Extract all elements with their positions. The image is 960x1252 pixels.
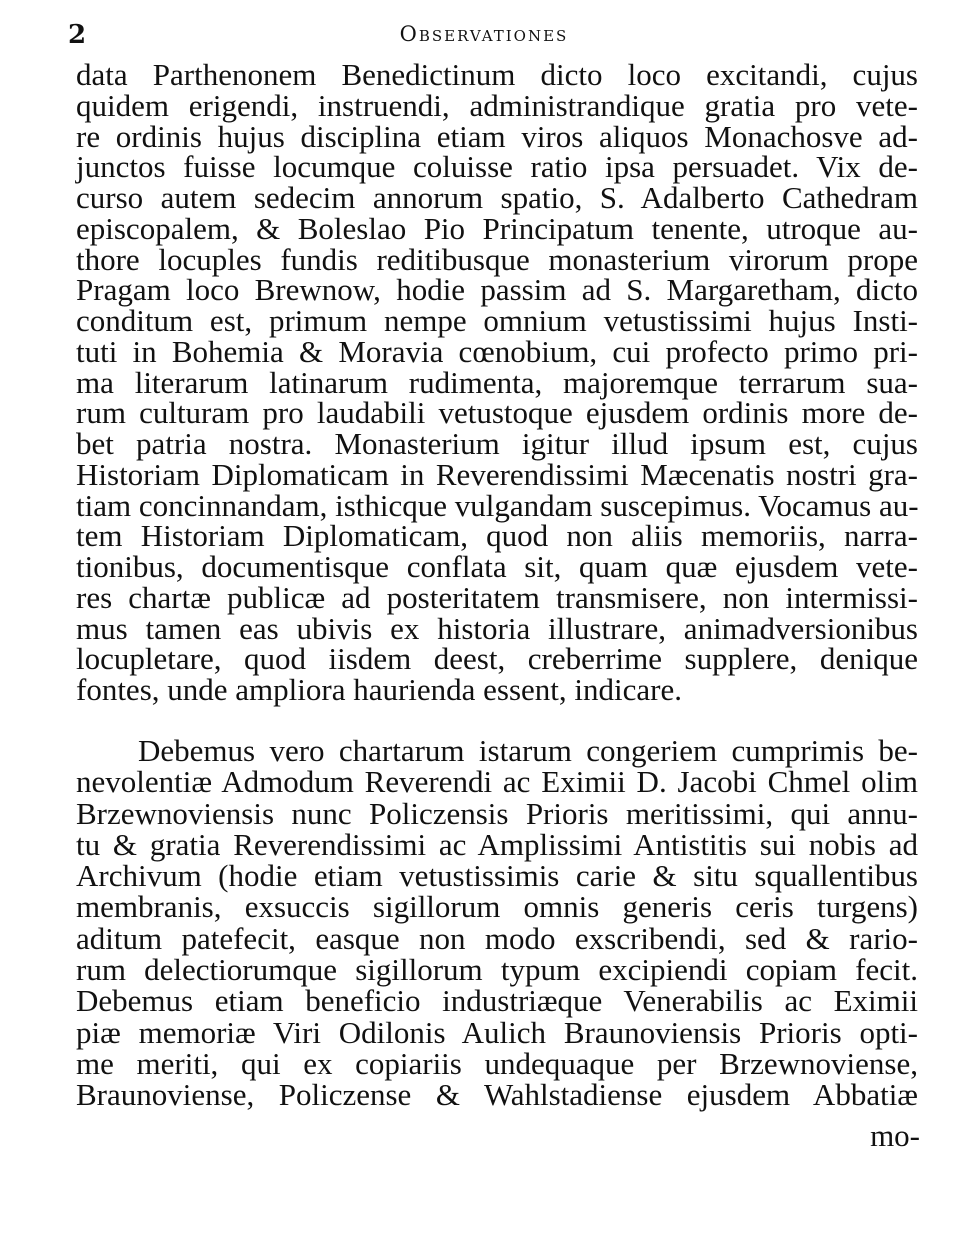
text-line: mus tamen eas ubivis ex historia illustrare, animadversionibus	[76, 610, 918, 646]
paragraph-1	[76, 57, 919, 707]
text-line: locupletare, quod iisdem deest, creberrime supplere, denique	[76, 641, 918, 677]
text-line: ma literarum latinarum rudimenta, majoremque terrarum sua-	[76, 364, 918, 400]
text-line: tiam concinnandam, isthicque vulgandam suscepimus. Vocamus au-	[76, 487, 919, 523]
text-line: Brzewnoviensis nunc Policzensis Prioris meritissimi, qui annu-	[76, 795, 918, 831]
text-line: tuti in Bohemia & Moravia cœnobium, cui profecto primo pri-	[76, 333, 918, 369]
text-line: data Parthenonem Benedictinum dicto loco excitandi, cujus	[76, 57, 918, 92]
text-line: Debemus vero chartarum istarum congeriem cumprimis be-	[138, 733, 918, 768]
text-line: tem Historiam Diplomaticam, quod non aliis memoriis, narra-	[76, 518, 918, 554]
text-line: conditum est, primum nempe omnium vetustissimi hujus Insti-	[76, 303, 918, 338]
text-line: junctos fuisse locumque coluisse ratio ipsa persuadet. Vix de-	[76, 149, 918, 185]
text-line: aditum patefecit, easque non modo exscribendi, sed & rario-	[76, 920, 918, 956]
page-header	[68, 14, 900, 54]
text-line: tionibus, documentisque conflata sit, quam quæ ejusdem vete-	[76, 549, 918, 584]
catchword: mo-	[870, 1118, 920, 1153]
text-line: rum delectiorumque sigillorum typum excipiendi copiam fecit.	[76, 952, 918, 988]
text-line: bet patria nostra. Monasterium igitur illud ipsum est, cujus	[76, 426, 918, 461]
text-line: membranis, exsuccis sigillorum omnis generis ceris turgens)	[76, 889, 918, 925]
text-line: tu & gratia Reverendissimi ac Amplissimi Antistitis sui nobis ad	[76, 826, 918, 862]
text-line: res chartæ publicæ ad posteritatem transmisere, non intermissi-	[76, 579, 918, 615]
text-line: Braunoviense, Policzense & Wahlstadiense ejusdem Abbatiæ	[76, 1077, 918, 1113]
text-line: curso autem sedecim annorum spatio, S. Adalberto Cathedram	[76, 180, 918, 215]
text-line: me meriti, qui ex copiariis undequaque per Brzewnoviense,	[76, 1045, 918, 1081]
text-line: thore locuples fundis reditibusque monasterium virorum prope	[76, 241, 918, 277]
text-line: quidem erigendi, instruendi, administrandique gratia pro vete-	[76, 87, 918, 123]
text-line: episcopalem, & Boleslao Pio Principatum tenente, utroque au-	[76, 210, 918, 246]
text-line: rum culturam pro laudabili vetustoque ejusdem ordinis more de-	[76, 395, 918, 431]
text-line: Pragam loco Brewnow, hodie passim ad S. Margaretham, dicto	[76, 272, 918, 308]
text-line: Debemus etiam beneficio industriæque Venerabilis ac Eximii	[76, 983, 918, 1019]
text-line: Historiam Diplomaticam in Reverendissimi Mæcenatis nostri gra-	[76, 456, 918, 492]
running-head: Observationes	[399, 22, 569, 46]
text-line: piæ memoriæ Viri Odilonis Aulich Braunoviensis Prioris opti-	[76, 1014, 918, 1050]
text-line: nevolentiæ Admodum Reverendi ac Eximii D. Jacobi Chmel olim	[76, 764, 918, 800]
text-line: Archivum (hodie etiam vetustissimis carie & situ squallentibus	[76, 858, 918, 894]
page-number: 2	[68, 20, 87, 50]
text-line: fontes, unde ampliora haurienda essent, indicare.	[76, 672, 682, 707]
text-line: re ordinis hujus disciplina etiam viros aliquos Monachosve ad-	[76, 118, 918, 154]
paragraph-2	[76, 735, 918, 1111]
